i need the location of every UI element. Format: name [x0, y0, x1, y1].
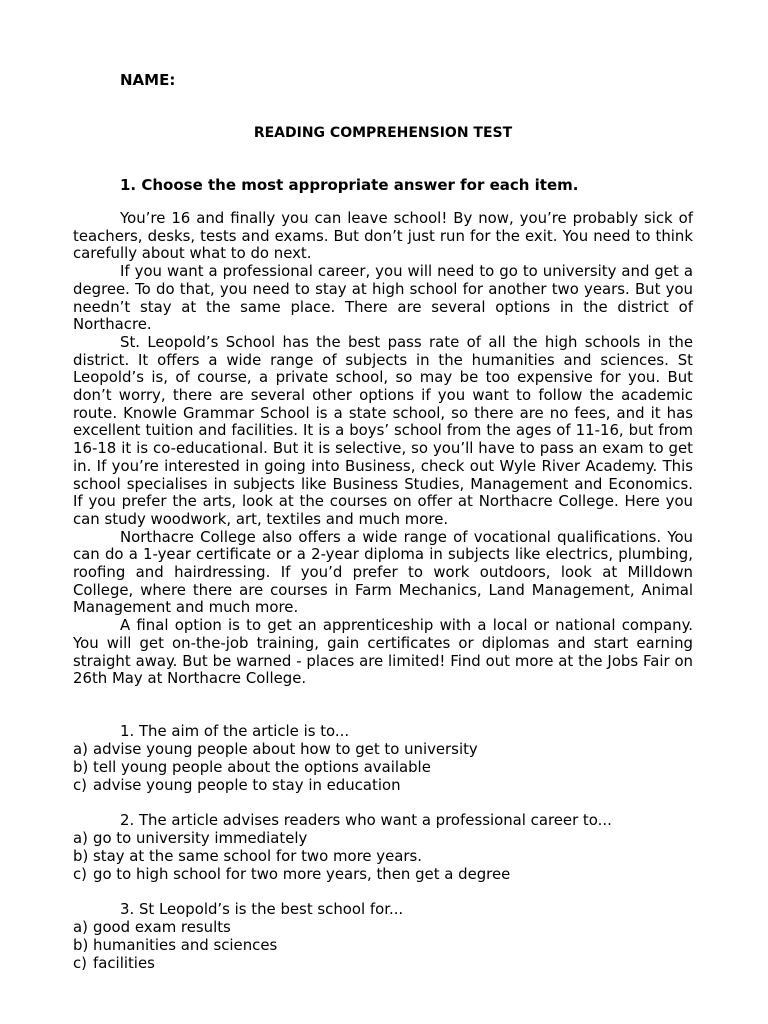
passage-paragraph: St. Leopold’s School has the best pass rate of all the high schools in the district. It offers a wide range of subjects in the humanities and sciences. St Leopold’s is, of course, a private school, so may be too expensive for you. But don’t worry, there are several other options if you want to follow the academic route. Knowle Grammar School is a state school, so there are no fees, and it has excellent tuition and facilities. It is a boys’ school from the ages of 11-16, but from 16-18 it is co-educational. But it is selective, so you’ll have to pass an exam to get in. If you’re interested in going into Business, check out Wyle River Academy. This school specialises in subjects like Business Studies, Management and Economics. If you prefer the arts, look at the courses on offer at Northacre College. Here you can study woodwork, art, textiles and much more. — [73, 332, 693, 528]
option-text: advise young people about how to get to university — [93, 740, 478, 758]
question-stem: 2. The article advises readers who want a professional career to... — [120, 811, 612, 829]
option-text: go to university immediately — [93, 829, 308, 847]
option-letter: c) — [73, 954, 87, 972]
answer-option — [73, 776, 693, 794]
option-text: go to high school for two more years, then get a degree — [93, 865, 511, 883]
question-item — [73, 811, 693, 883]
test-title: READING COMPREHENSION TEST — [253, 125, 513, 141]
passage-paragraph: Northacre College also offers a wide range of vocational qualifications. You can do a 1-year certificate or a 2-year diploma in subjects like electrics, plumbing, roofing and hairdressing. If you’d prefer to work outdoors, look at Milldown College, where there are courses in Farm Mechanics, Land Management, Animal Management and much more. — [73, 527, 693, 617]
reading-passage — [73, 210, 693, 688]
question-item — [73, 722, 693, 794]
answer-option — [73, 740, 693, 758]
option-letter: b) — [73, 847, 89, 865]
answer-option — [73, 918, 693, 936]
option-letter: b) — [73, 758, 89, 776]
option-text: tell young people about the options available — [93, 758, 431, 776]
passage-paragraph: A final option is to get an apprenticeship with a local or national company. You will get on-the-job training, gain certificates or diplomas and start earning straight away. But be warned - places are limited! Find out more at the Jobs Fair on 26th May at Northacre College. — [73, 616, 693, 688]
answer-option — [73, 936, 693, 954]
option-letter: a) — [73, 740, 88, 758]
option-text: advise young people to stay in education — [93, 776, 401, 794]
option-letter: c) — [73, 865, 87, 883]
instruction-heading: 1. Choose the most appropriate answer for each item. — [120, 176, 579, 194]
question-list — [73, 722, 693, 989]
answer-option — [73, 847, 693, 865]
option-letter: c) — [73, 776, 87, 794]
question-item — [73, 900, 693, 972]
name-label: NAME: — [120, 71, 176, 89]
answer-option — [73, 758, 693, 776]
passage-paragraph: If you want a professional career, you will need to go to university and get a degree. To do that, you need to stay at high school for another two years. But you needn’t stay at the same place. There are several options in the district of Northacre. — [73, 262, 693, 334]
option-letter: a) — [73, 829, 88, 847]
passage-paragraph: You’re 16 and finally you can leave school! By now, you’re probably sick of teachers, desks, tests and exams. But don’t just run for the exit. You need to think carefully about what to do next. — [73, 209, 693, 263]
option-text: facilities — [93, 954, 155, 972]
option-letter: a) — [73, 918, 88, 936]
option-text: good exam results — [93, 918, 231, 936]
option-text: humanities and sciences — [93, 936, 278, 954]
question-stem: 1. The aim of the article is to... — [120, 722, 350, 740]
question-stem: 3. St Leopold’s is the best school for... — [120, 900, 404, 918]
option-letter: b) — [73, 936, 89, 954]
option-text: stay at the same school for two more years. — [93, 847, 422, 865]
answer-option — [73, 954, 693, 972]
answer-option — [73, 865, 693, 883]
answer-option — [73, 829, 693, 847]
